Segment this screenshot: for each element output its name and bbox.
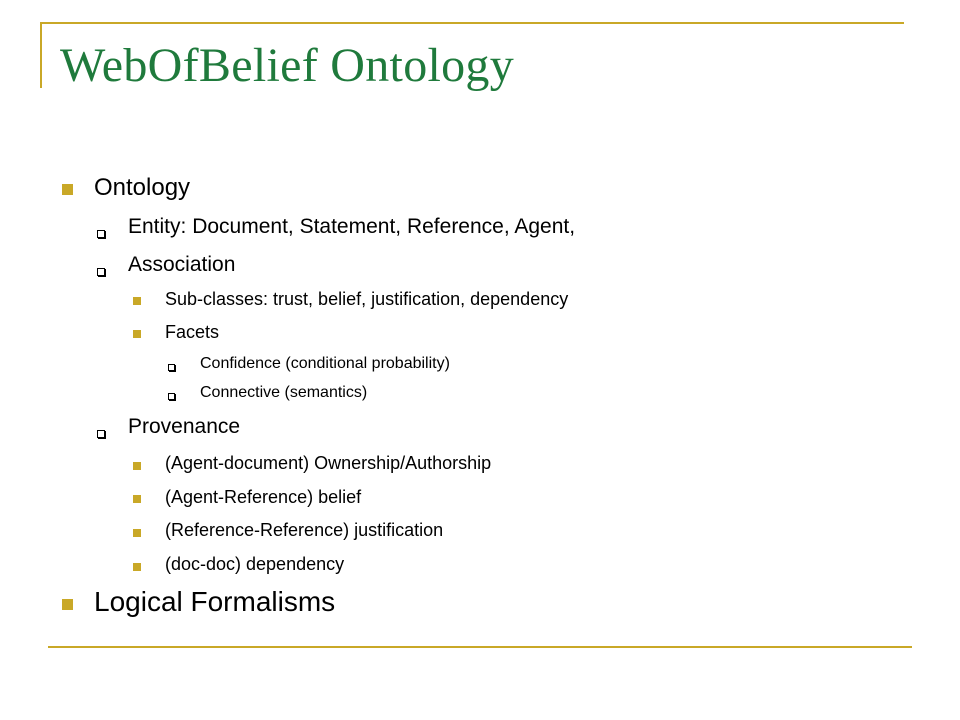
top-rule [40, 22, 904, 24]
hollow-square-bullet-icon [168, 364, 175, 371]
square-bullet-icon [62, 184, 73, 195]
square-bullet-icon [133, 529, 141, 537]
bullet-text: (Agent-document) Ownership/Authorship [165, 453, 492, 473]
square-bullet-icon [133, 330, 141, 338]
bullet-text: Ontology [94, 174, 191, 201]
hollow-square-bullet-icon [97, 230, 105, 238]
bullet-text: Connective (semantics) [200, 384, 368, 401]
bullet-text: (Agent-Reference) belief [165, 487, 362, 507]
bullet-text: Facets [165, 322, 220, 342]
square-bullet-icon [62, 599, 73, 610]
bottom-rule [48, 646, 912, 648]
bullet-text: Logical Formalisms [94, 586, 336, 617]
square-bullet-icon [133, 297, 141, 305]
bullet-text: Provenance [128, 415, 241, 438]
bullet-text: Entity: Document, Statement, Reference, Agent, [128, 215, 576, 238]
bullet-text: Sub-classes: trust, belief, justification, dependency [165, 289, 569, 309]
square-bullet-icon [133, 563, 141, 571]
slide-title: WebOfBelief Ontology [60, 39, 515, 92]
square-bullet-icon [133, 495, 141, 503]
bullet-text: Association [128, 253, 236, 276]
hollow-square-bullet-icon [97, 430, 105, 438]
square-bullet-icon [133, 462, 141, 470]
left-rule [40, 22, 42, 88]
bullet-text: (doc-doc) dependency [165, 554, 345, 574]
hollow-square-bullet-icon [97, 268, 105, 276]
bullet-text: Confidence (conditional probability) [200, 355, 450, 372]
bullet-text: (Reference-Reference) justification [165, 520, 444, 540]
hollow-square-bullet-icon [168, 393, 175, 400]
